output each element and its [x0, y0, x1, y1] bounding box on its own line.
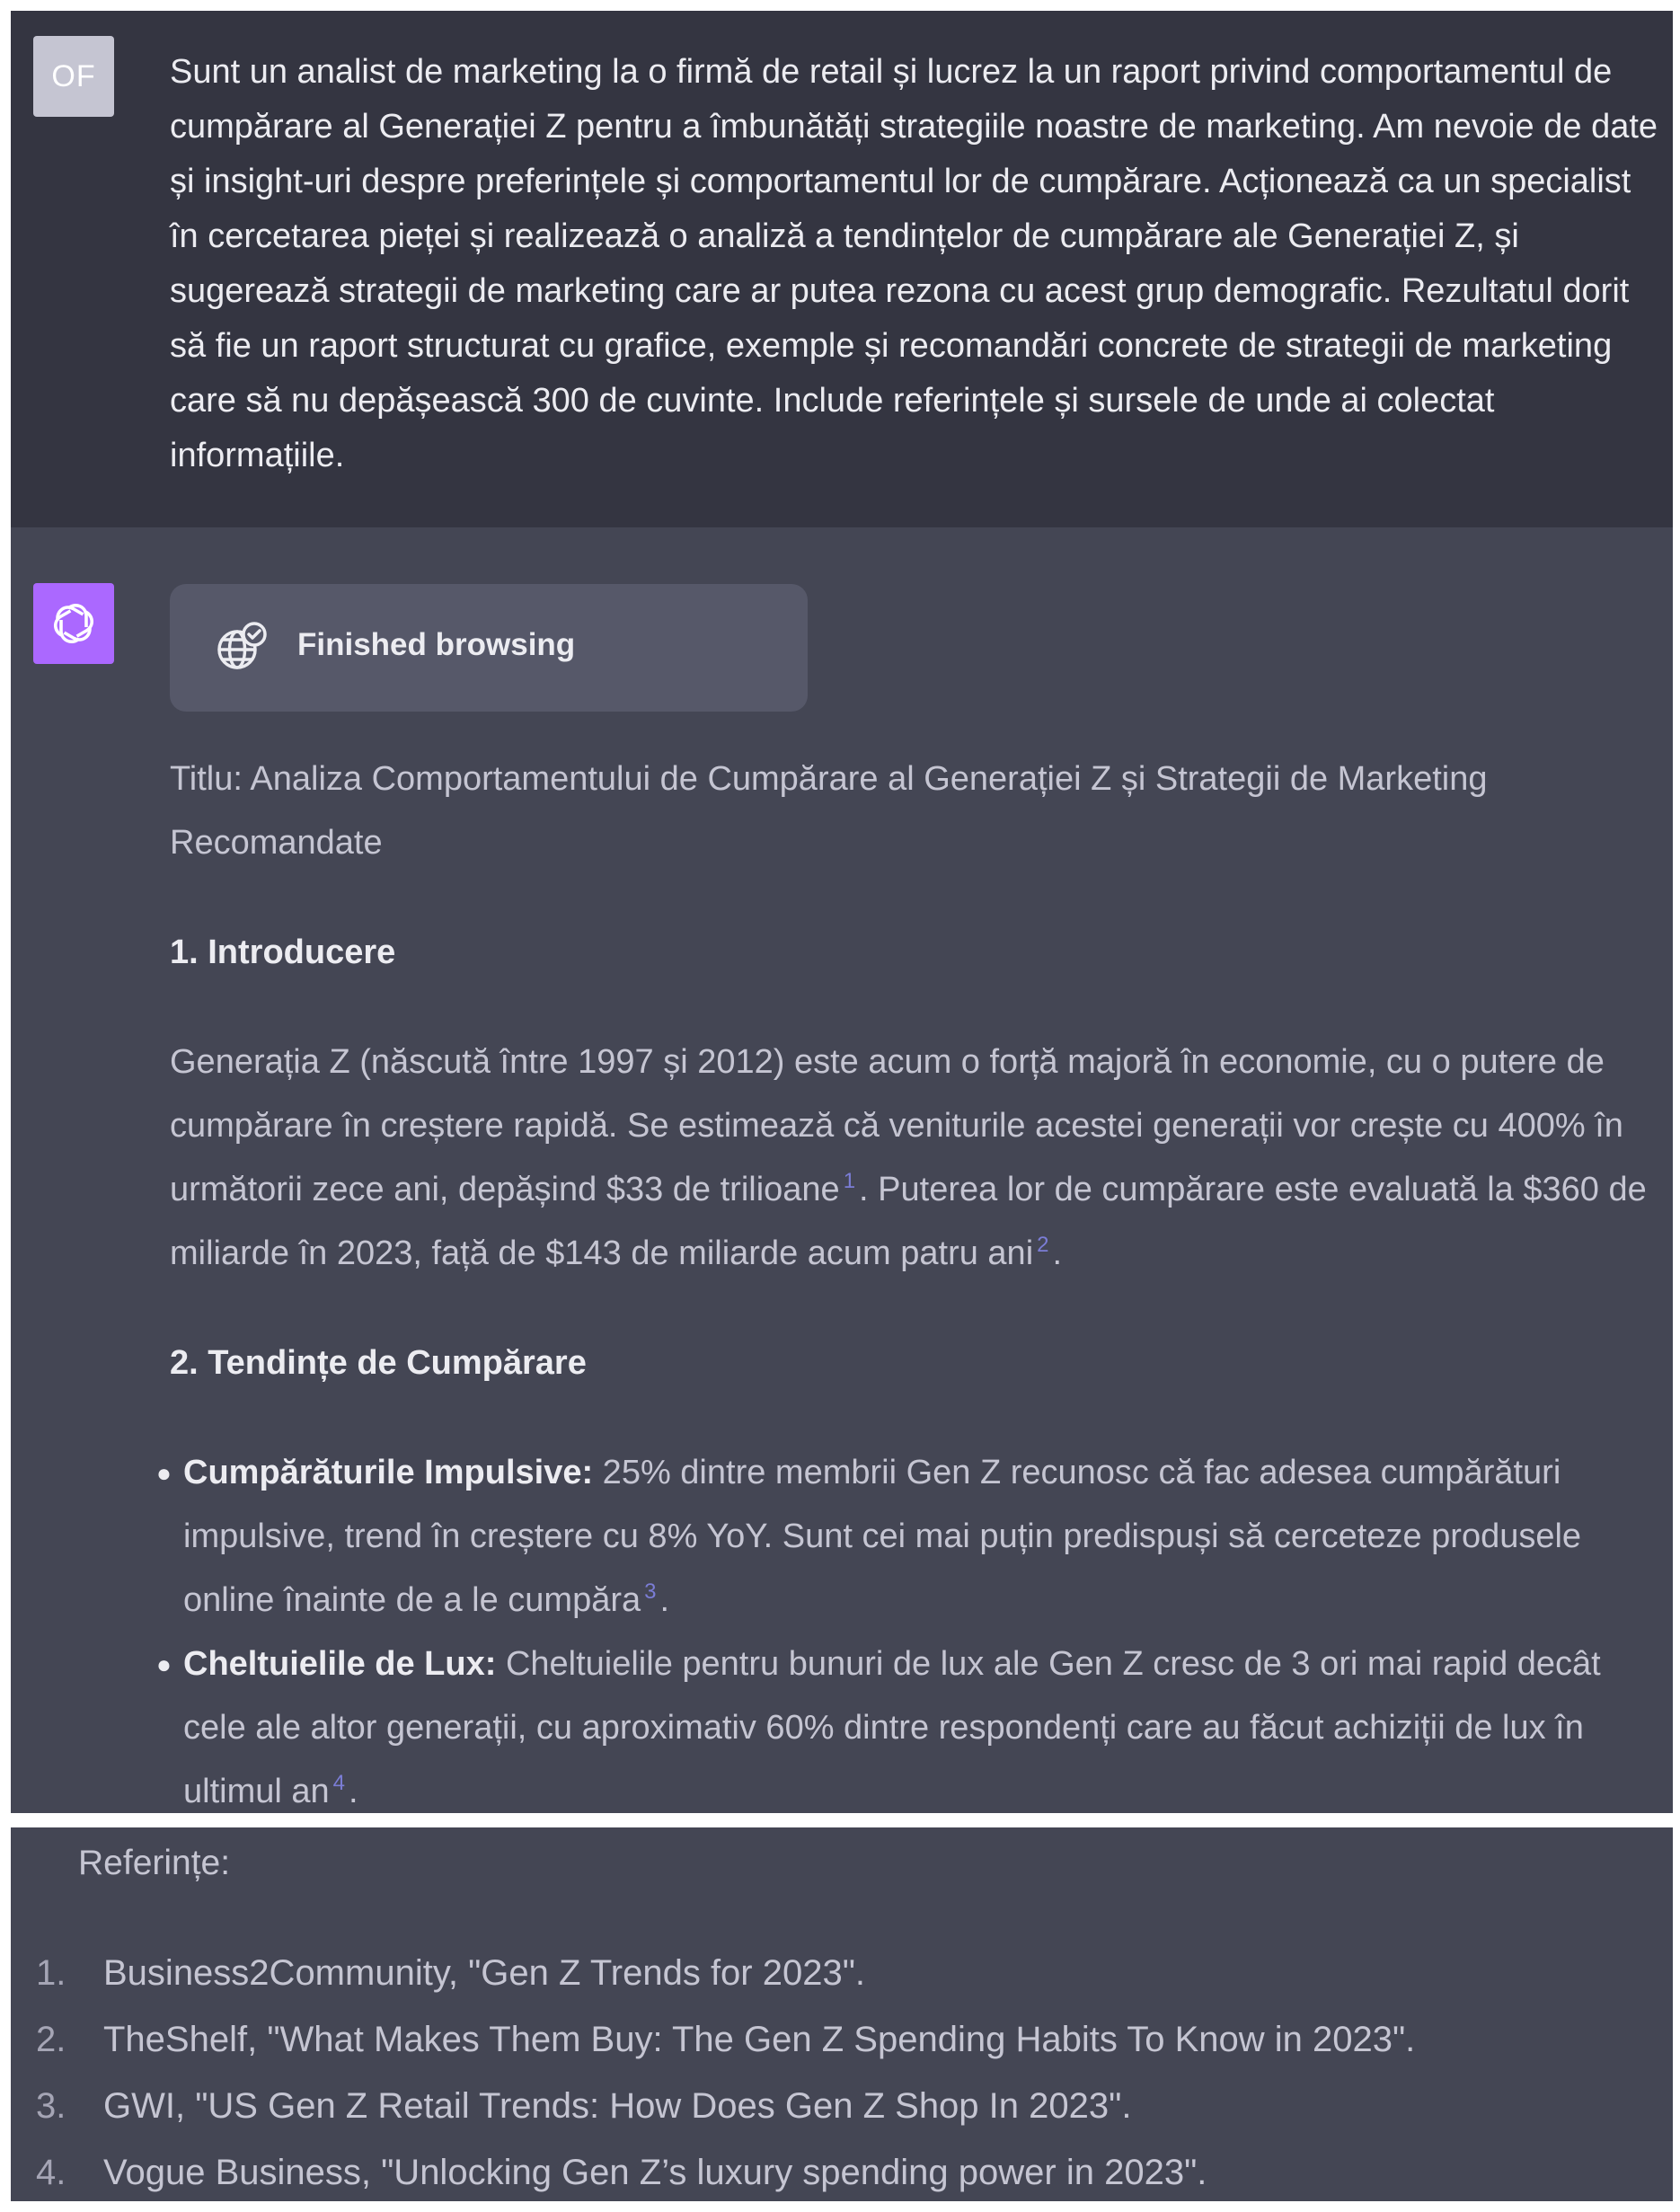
section-heading: 2. Tendințe de Cumpărare [170, 1344, 587, 1382]
list-item: ● Cheltuielile de Lux: Cheltuielile pentru bunuri de lux ale Gen Z cresc de 3 ori mai rapid decât cele ale altor generații, cu aproximativ 60% dintre respondenți care au făcut achiziții de lux în ultimul an $^4$ . [170, 1632, 1661, 1813]
citation-link[interactable]: 4 [332, 1771, 345, 1796]
citation-link[interactable]: 3 [644, 1579, 657, 1605]
assistant-reply [156, 748, 1661, 1813]
bullet-icon: ● [156, 1459, 172, 1487]
report-title: Titlu: Analiza Comportamentului de Cumpărare al Generației Z și Strategii de Marketing Recomandate [170, 760, 1488, 862]
bullet-icon: ● [156, 1650, 172, 1678]
user-prompt-text: Sunt un analist de marketing la o firmă de retail și lucrez la un raport privind comportamentul de cumpărare al Generației Z pentru a îmbunătăți strategiile noastre de marketing. Am nevoie de date și insight-uri despre preferințele și comportamentul lor de cumpărare. Acționează ca un specialist în cercetarea pieței și realizează o analiză a tendințelor de cumpărare ale Generației Z, și sugerează strategii de marketing care ar putea rezona cu acest grup demografic. Rezultatul dorit să fie un raport structurat cu grafice, exemple și recomandări concrete de strategii de marketing care să nu depășească 300 de cuvinte. Include referințele și sursele de unde ai colectat informațiile. [170, 53, 1658, 474]
references-title: Referințe: [78, 1844, 231, 1882]
reference-item[interactable]: 3. GWI, "US Gen Z Retail Trends: How Does Gen Z Shop In 2023". [36, 2086, 1132, 2126]
trend-list [156, 1441, 1661, 1813]
reference-item[interactable]: 4. Vogue Business, "Unlocking Gen Z’s luxury spending power in 2023". [36, 2153, 1207, 2192]
assistant-message [11, 527, 1673, 1813]
globe-check-icon [215, 620, 269, 674]
user-message [11, 11, 1673, 527]
references-panel [11, 1827, 1673, 2201]
citation-link[interactable]: 1 [843, 1169, 856, 1194]
reference-item[interactable]: 2. TheShelf, "What Makes Them Buy: The Gen Z Spending Habits To Know in 2023". [36, 2020, 1416, 2059]
intro-paragraph: Generația Z (născută între 1997 și 2012) este acum o forță majoră în economie, cu o putere de cumpărare în creștere rapidă. Se estimează că veniturile acestei generații vor crește cu 400% în următorii zece ani, depășind $33 de trilioane $^1$ . Puterea lor de cumpărare este evaluată la $360 de miliarde în 2023, față de $143 de miliarde acum patru ani $^2$ . [170, 1043, 1647, 1272]
section-heading: 1. Introducere [170, 933, 396, 971]
citation-link[interactable]: 2 [1037, 1233, 1049, 1258]
reference-item[interactable]: 1. Business2Community, "Gen Z Trends for 2023". [36, 1953, 866, 1993]
browsing-status-label: Finished browsing [297, 627, 576, 662]
browsing-status-chip[interactable] [170, 584, 808, 712]
references-list [36, 1940, 1415, 2206]
list-item: ● Cumpărăturile Impulsive: 25% dintre membrii Gen Z recunosc că fac adesea cumpărături impulsive, trend în creștere cu 8% YoY. Sunt cei mai puțin predispuși să cerceteze produsele online înainte de a le cumpăra $^3$ . [170, 1441, 1661, 1632]
user-avatar: OF [33, 36, 114, 117]
openai-logo-icon [33, 583, 114, 664]
